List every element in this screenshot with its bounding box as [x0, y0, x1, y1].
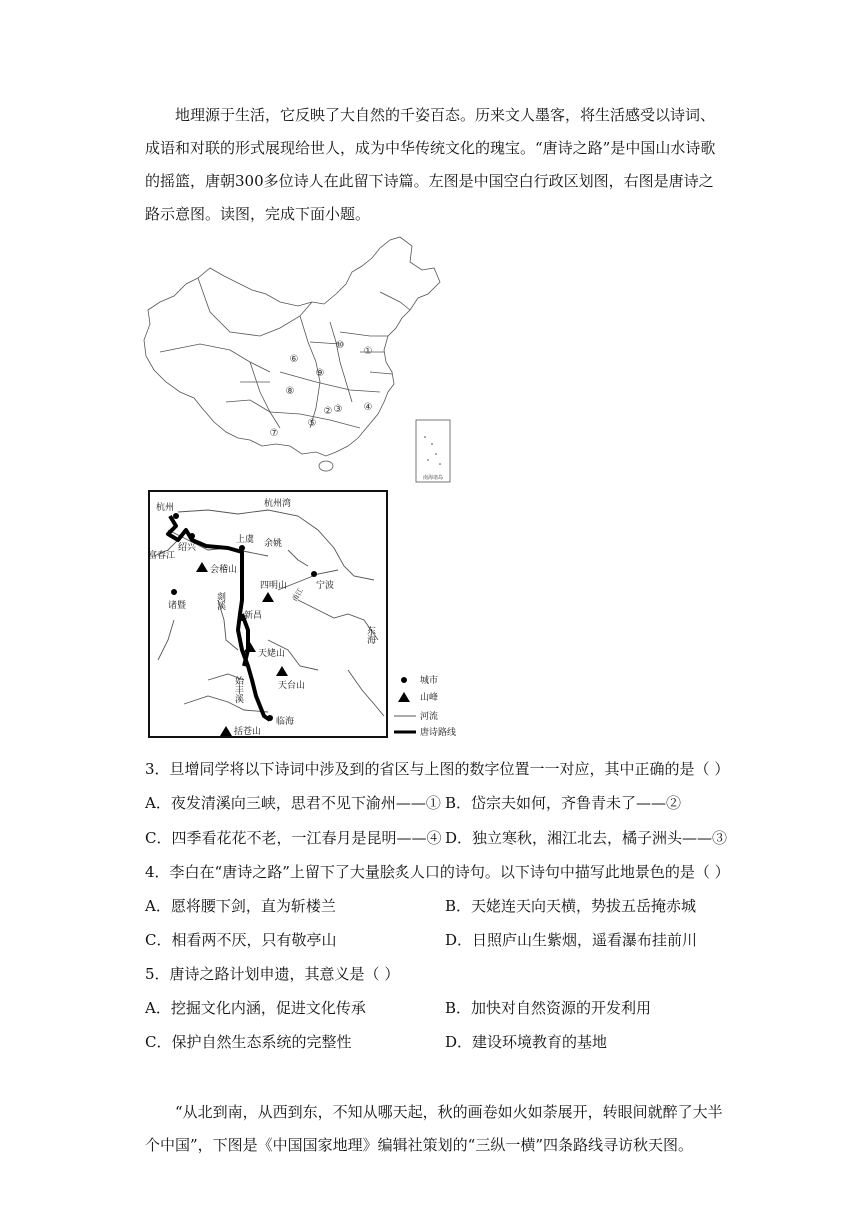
legend-peak: 山峰 — [420, 693, 439, 703]
label-hangzhouwan: 杭州湾 — [264, 499, 292, 509]
city-dot-shangyu — [239, 545, 245, 551]
hainan-island — [319, 461, 333, 471]
label-tianmushan: 天姥山 — [258, 649, 286, 659]
label-simingshan: 四明山 — [260, 581, 288, 591]
map-number-6: ⑥ — [289, 354, 299, 365]
intro-paragraph: 地理源于生活，它反映了大自然的千姿百态。历来文人墨客，将生活感受以诗词、成语和对联的形式展现给世人，成为中华传统文化的瑰宝。“唐诗之路”是中国山水诗歌的摇篮，唐朝300多位诗人在此留下诗篇。左图是中国空白行政区划图，右图是唐诗之路示意图。读图，完成下面小题。 — [145, 106, 716, 223]
map-number-8: ⑧ — [285, 386, 295, 397]
china-admin-map — [140, 232, 460, 484]
map-number-7: ⑦ — [269, 428, 279, 439]
legend-river: 河流 — [420, 712, 439, 722]
label-xinchang: 新昌 — [244, 611, 263, 621]
city-dot-hangzhou — [173, 513, 179, 519]
map-number-9: ⑨ — [315, 368, 325, 379]
label-shaoxing: 绍兴 — [178, 543, 197, 553]
label-fuchunjiang: 富春江 — [148, 551, 176, 561]
map-number-3: ③ — [333, 404, 343, 415]
question-3-option-a[interactable]: A．夜发清溪向三峡，思君不见下渝州——① — [145, 794, 441, 812]
question-3-stem: 3．旦增同学将以下诗词中涉及到的省区与上图的数字位置一一对应，其中正确的是（ ） — [145, 760, 730, 778]
question-3-option-d[interactable]: D．独立寒秋，湘江北去，橘子洲头——③ — [445, 829, 728, 847]
city-dot-ningbo — [311, 571, 317, 577]
outro-paragraph: “从北到南，从西到东，不知从哪天起，秋的画卷如火如荼展开，转眼间就醉了大半个中国”，下图是《中国国家地理》编辑社策划的“三纵一横”四条路线寻访秋天图。 — [145, 1103, 723, 1154]
label-donghai: 东海 — [365, 626, 375, 644]
route-map-legend — [394, 674, 456, 738]
label-kuaijishan: 会稽山 — [210, 565, 238, 575]
label-linhai: 临海 — [276, 717, 295, 727]
tang-poetry-route-map — [148, 490, 478, 740]
city-dot-zhuji — [171, 589, 177, 595]
question-5-option-d[interactable]: D．建设环境教育的基地 — [445, 1033, 608, 1051]
label-zhuji: 诸暨 — [168, 601, 187, 611]
label-hangzhou: 杭州 — [156, 503, 175, 513]
question-5-option-c[interactable]: C．保护自然生态系统的完整性 — [145, 1033, 352, 1051]
map-number-10: ⑩ — [335, 340, 345, 351]
city-dot-shaoxing — [189, 533, 195, 539]
question-4-stem: 4．李白在“唐诗之路”上留下了大量脍炙人口的诗句。以下诗句中描写此地景色的是（ ） — [145, 863, 730, 881]
south-sea-inset — [416, 420, 450, 482]
map-number-4: ④ — [363, 402, 373, 413]
label-shanxi: 剡溪 — [215, 592, 225, 610]
label-yuyao: 余姚 — [264, 539, 283, 549]
question-3-option-c[interactable]: C．四季看花花不老，一江春月是昆明——④ — [145, 829, 442, 847]
map-number-1: ① — [363, 346, 373, 357]
label-shangyu: 上虞 — [236, 535, 255, 545]
label-ningbo: 宁波 — [316, 581, 335, 591]
label-tiantaishan: 天台山 — [278, 681, 306, 691]
label-kuocangshan: 括苍山 — [234, 727, 262, 737]
label-shifengxi: 始丰溪 — [233, 676, 243, 703]
map-number-2: ② — [323, 406, 333, 417]
label-yongjiang: 甬江 — [290, 586, 305, 603]
legend-city: 城市 — [420, 676, 439, 686]
question-4-option-d[interactable]: D．日照庐山生紫烟，遥看瀑布挂前川 — [445, 931, 698, 949]
map-number-5: ⑤ — [307, 418, 317, 429]
city-dot-linhai — [267, 715, 273, 721]
question-4-option-a[interactable]: A．愿将腰下剑，直为斩楼兰 — [145, 897, 336, 915]
inset-label: 南海诸岛 — [422, 475, 444, 481]
question-5-option-a[interactable]: A．挖掘文化内涵，促进文化传承 — [145, 999, 366, 1017]
question-4-option-b[interactable]: B．天姥连天向天横，势拔五岳掩赤城 — [445, 897, 697, 915]
question-3-option-b[interactable]: B．岱宗夫如何，齐鲁青未了——② — [445, 794, 682, 812]
legend-route: 唐诗路线 — [420, 728, 457, 738]
question-4-option-c[interactable]: C．相看两不厌，只有敬亭山 — [145, 931, 337, 949]
question-5-stem: 5．唐诗之路计划申遗，其意义是（ ） — [145, 965, 400, 983]
route-map-frame — [149, 491, 387, 737]
question-5-option-b[interactable]: B．加快对自然资源的开发利用 — [445, 999, 652, 1017]
